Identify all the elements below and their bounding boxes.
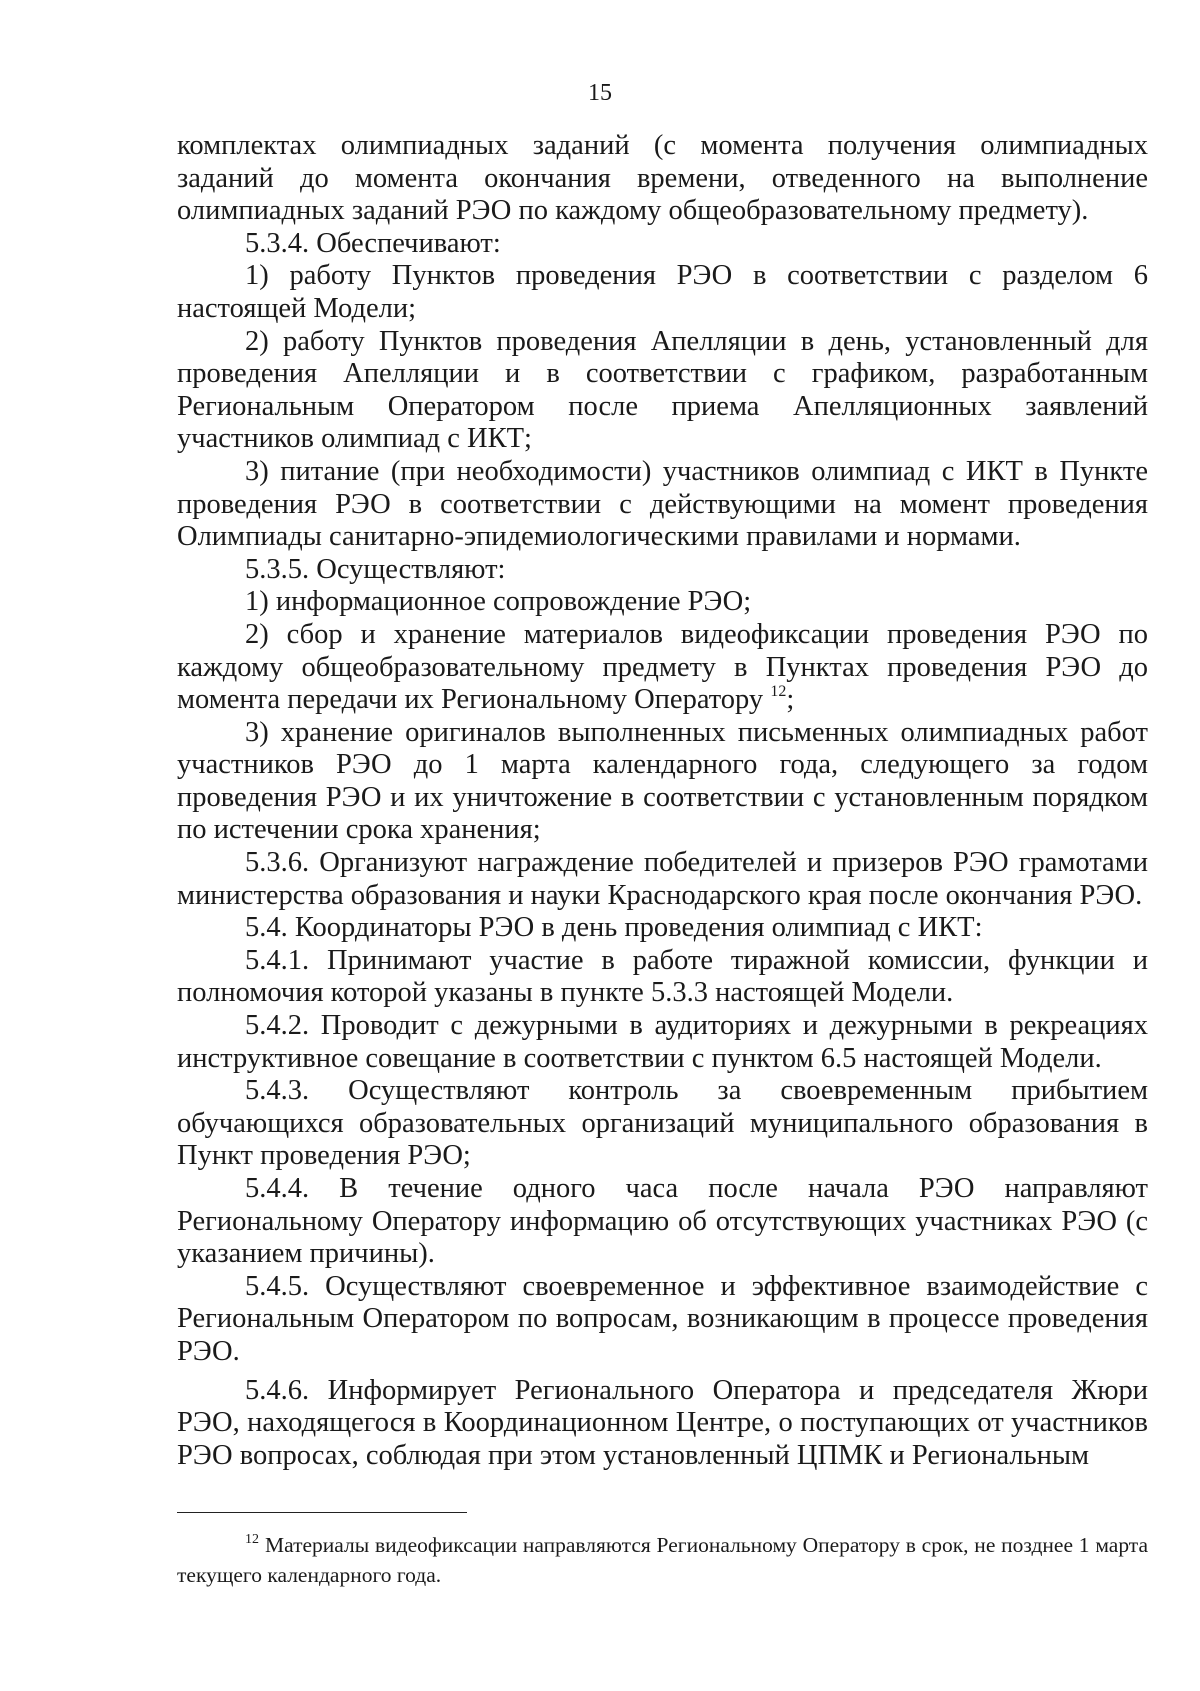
paragraph: 5.4.4. В течение одного часа после начала РЭО направляют Региональному Оператору информацию об отсутствующих участниках РЭО (с указанием причины). [177, 1173, 1148, 1270]
list-item: 1) информационное сопровождение РЭО; [245, 586, 752, 618]
paragraph: 5.4.5. Осуществляют своевременное и эффективное взаимодействие с Региональным Оператором по вопросам, возникающим в процессе проведения РЭО. [177, 1270, 1148, 1367]
paragraph: комплектах олимпиадных заданий (с момента получения олимпиадных заданий до момента окончания времени, отведенного на выполнение олимпиадных заданий РЭО по каждому общеобразовательному предмету). [177, 130, 1148, 227]
document-body [177, 130, 1148, 1472]
footnote-reference: 12 [770, 683, 787, 701]
paragraph: 5.4.2. Проводит с дежурными в аудиториях и дежурными в рекреациях инструктивное совещание в соответствии с пунктом 6.5 настоящей Модели. [177, 1010, 1148, 1074]
list-item: 3) питание (при необходимости) участников олимпиад с ИКТ в Пункте проведения РЭО в соответствии с действующими на момент проведения Олимпиады санитарно-эпидемиологическими правилами и нормами. [177, 455, 1148, 553]
list-item: 3) хранение оригиналов выполненных письменных олимпиадных работ участников РЭО до 1 марта календарного года, следующего за годом проведения РЭО и их уничтожение в соответствии с установленным порядком по истечении срока хранения; [177, 716, 1148, 846]
paragraph: 5.4.6. Информирует Регионального Оператора и председателя Жюри РЭО, находящегося в Координационном Центре, о поступающих от участников РЭО вопросах, соблюдая при этом установленный ЦПМК и Региональным [177, 1374, 1148, 1471]
paragraph: 5.3.5. Осуществляют: [245, 553, 506, 585]
paragraph: 5.4.1. Принимают участие в работе тиражной комиссии, функции и полномочия которой указаны в пункте 5.3.3 настоящей Модели. [177, 944, 1148, 1009]
page-number: 15 [588, 80, 612, 106]
footnote [177, 1530, 1148, 1590]
list-item: 2) работу Пунктов проведения Апелляции в день, установленный для проведения Апелляции и в соответствии с графиком, разработанным Региональным Оператором после приема Апелляционных заявлений участников олимпиад с ИКТ; [177, 325, 1148, 455]
list-item: 1) работу Пунктов проведения РЭО в соответствии с разделом 6 настоящей Модели; [177, 260, 1148, 324]
paragraph-text: 2) сбор и хранение материалов видеофиксации проведения РЭО по каждому общеобразовательному предмету в Пунктах проведения РЭО до момента передачи их Региональному Оператору [177, 618, 1148, 716]
paragraph: 5.4.3. Осуществляют контроль за своевременным прибытием обучающихся образовательных организаций муниципального образования в Пункт проведения РЭО; [177, 1075, 1148, 1172]
footnote-reference-suffix: ; [786, 684, 795, 716]
footnote-number: 12 [245, 1532, 259, 1547]
paragraph: 5.3.4. Обеспечивают: [245, 227, 501, 259]
paragraph: 5.3.6. Организуют награждение победителей и призеров РЭО грамотами министерства образования и науки Краснодарского края после окончания РЭО. [177, 847, 1148, 911]
list-item [177, 619, 1148, 717]
footnote-separator [177, 1512, 467, 1513]
paragraph: 5.4. Координаторы РЭО в день проведения олимпиад с ИКТ: [245, 912, 983, 944]
footnote-text: Материалы видеофиксации направляются Региональному Оператору в срок, не позднее 1 марта текущего календарного года. [177, 1533, 1148, 1587]
